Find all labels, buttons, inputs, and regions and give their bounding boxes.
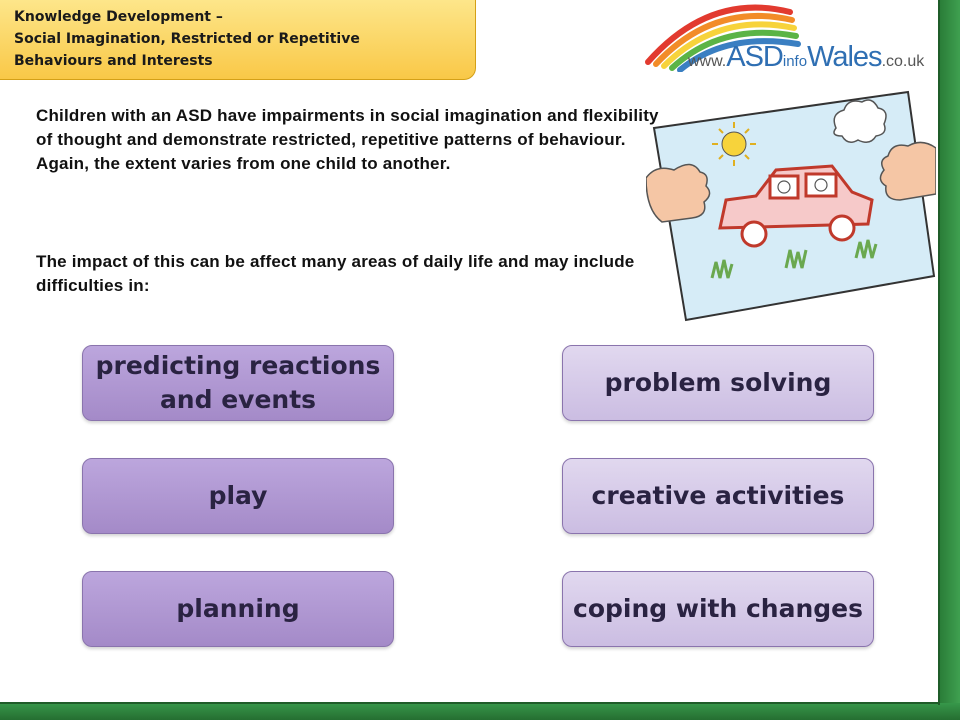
frame-right-border xyxy=(940,0,960,720)
difficulty-predicting-reactions[interactable]: predicting reactions and events xyxy=(82,345,394,421)
difficulty-play[interactable]: play xyxy=(82,458,394,534)
logo-asd: ASD xyxy=(726,41,783,73)
difficulty-problem-solving[interactable]: problem solving xyxy=(562,345,874,421)
logo-text xyxy=(688,41,924,74)
logo-wales: Wales xyxy=(807,41,882,73)
logo-info: info xyxy=(782,53,808,70)
title-line-1: Knowledge Development – xyxy=(14,9,223,25)
difficulty-coping-with-changes[interactable]: coping with changes xyxy=(562,571,874,647)
frame-bottom-border xyxy=(0,703,960,720)
frame-bottom-edge xyxy=(0,702,940,704)
impact-paragraph: The impact of this can be affect many areas of daily life and may include difficulties in: xyxy=(36,252,635,295)
logo-www: www. xyxy=(688,53,727,70)
difficulty-creative-activities[interactable]: creative activities xyxy=(562,458,874,534)
title-line-2: Social Imagination, Restricted or Repetitive xyxy=(14,31,360,47)
child-drawing-illustration xyxy=(646,88,936,328)
difficulty-planning[interactable]: planning xyxy=(82,571,394,647)
slide-title-box xyxy=(0,0,476,80)
intro-paragraph: Children with an ASD have impairments in social imagination and flexibility of thought and demonstrate restricted, repetitive patterns of behaviour. Again, the extent varies from one child to another. xyxy=(36,106,659,173)
title-line-3: Behaviours and Interests xyxy=(14,53,213,69)
frame-right-edge xyxy=(938,0,940,705)
logo-couk: .co.uk xyxy=(881,53,925,70)
